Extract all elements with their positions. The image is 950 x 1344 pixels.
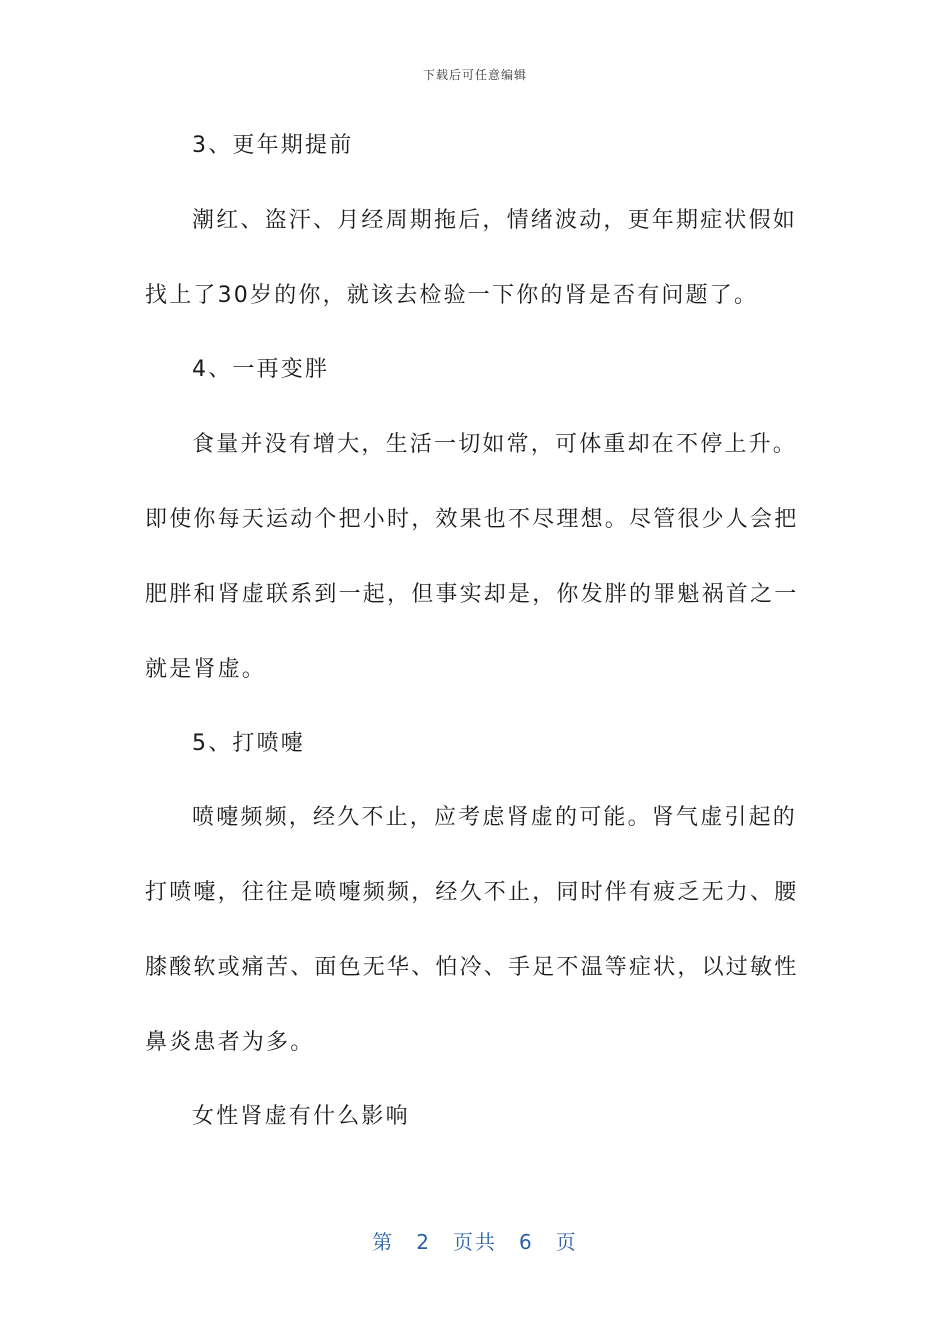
paragraph-line: 就是肾虚。 [145,657,267,682]
section-heading-3: 3、更年期提前 [192,133,354,158]
paragraph-line: 鼻炎患者为多。 [145,1030,315,1055]
header-note: 下载后可任意编辑 [422,68,527,82]
paragraph-line: 打喷嚏，往往是喷嚏频频，经久不止，同时伴有疲乏无力、腰 [145,880,799,905]
footer-prefix: 第 [372,1230,395,1254]
footer-middle: 页共 [453,1230,497,1254]
paragraph-line: 肥胖和肾虚联系到一起，但事实却是，你发胖的罪魁祸首之一 [145,582,799,607]
section-heading-5: 5、打喷嚏 [192,731,305,756]
section-heading-4: 4、一再变胖 [192,357,330,382]
paragraph-line: 膝酸软或痛苦、面色无华、怕冷、手足不温等症状，以过敏性 [145,955,799,980]
paragraph-line: 即使你每天运动个把小时，效果也不尽理想。尽管很少人会把 [145,507,799,532]
section-heading: 女性肾虚有什么影响 [192,1104,410,1129]
footer-suffix: 页 [555,1230,578,1254]
page-number-footer [0,1226,950,1255]
paragraph-line: 喷嚏频频，经久不止，应考虑肾虚的可能。肾气虚引起的 [192,805,798,830]
total-page-number: 6 [519,1230,534,1254]
paragraph-line: 潮红、盗汗、月经周期拖后，情绪波动，更年期症状假如 [192,208,798,233]
paragraph-line: 找上了30岁的你，就该去检验一下你的肾是否有问题了。 [145,283,759,308]
current-page-number: 2 [416,1230,431,1254]
paragraph-line: 食量并没有增大，生活一切如常，可体重却在不停上升。 [192,432,798,457]
